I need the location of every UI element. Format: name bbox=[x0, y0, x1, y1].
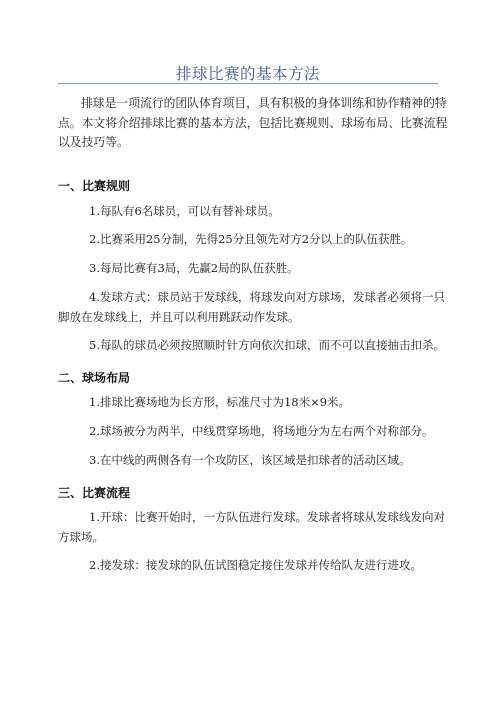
list-item: 5.每队的球员必须按照顺时针方向依次扣球，而不可以直接抽击扣杀。 bbox=[89, 338, 445, 352]
document-title: 排球比赛的基本方法 bbox=[175, 65, 320, 83]
title-divider bbox=[58, 83, 438, 84]
section-heading-process: 三、比赛流程 bbox=[58, 486, 131, 500]
list-item: 2.球场被分为两半，中线贯穿场地，将场地分为左右两个对称部分。 bbox=[89, 424, 434, 438]
list-item: 2.比赛采用25分制，先得25分且领先对方2分以上的队伍获胜。 bbox=[89, 232, 413, 246]
list-item: 3.每局比赛有3局，先赢2局的队伍获胜。 bbox=[89, 261, 299, 275]
list-item: 3.在中线的两侧各有一个攻防区，该区域是扣球者的活动区域。 bbox=[89, 453, 411, 467]
list-item: 1.开球：比赛开始时，一方队伍进行发球。发球者将球从发球线发向对方球场。 bbox=[58, 510, 445, 544]
section-heading-rules: 一、比赛规则 bbox=[58, 179, 131, 193]
list-item: 4.发球方式：球员站于发球线，将球发向对方球场，发球者必须将一只脚放在发球线上，并且可以利用跳跃动作发球。 bbox=[58, 290, 445, 324]
intro-paragraph: 排球是一项流行的团队体育项目，具有积极的身体训练和协作精神的特点。本文将介绍排球比赛的基本方法，包括比赛规则、球场布局、比赛流程以及技巧等。 bbox=[58, 96, 448, 149]
list-item: 1.每队有6名球员，可以有替补球员。 bbox=[89, 204, 280, 218]
list-item: 2.接发球：接发球的队伍试图稳定接住发球并传给队友进行进攻。 bbox=[89, 558, 422, 572]
section-heading-court: 二、球场布局 bbox=[58, 371, 131, 385]
list-item: 1.排球比赛场地为长方形，标准尺寸为18米×9米。 bbox=[89, 395, 351, 409]
